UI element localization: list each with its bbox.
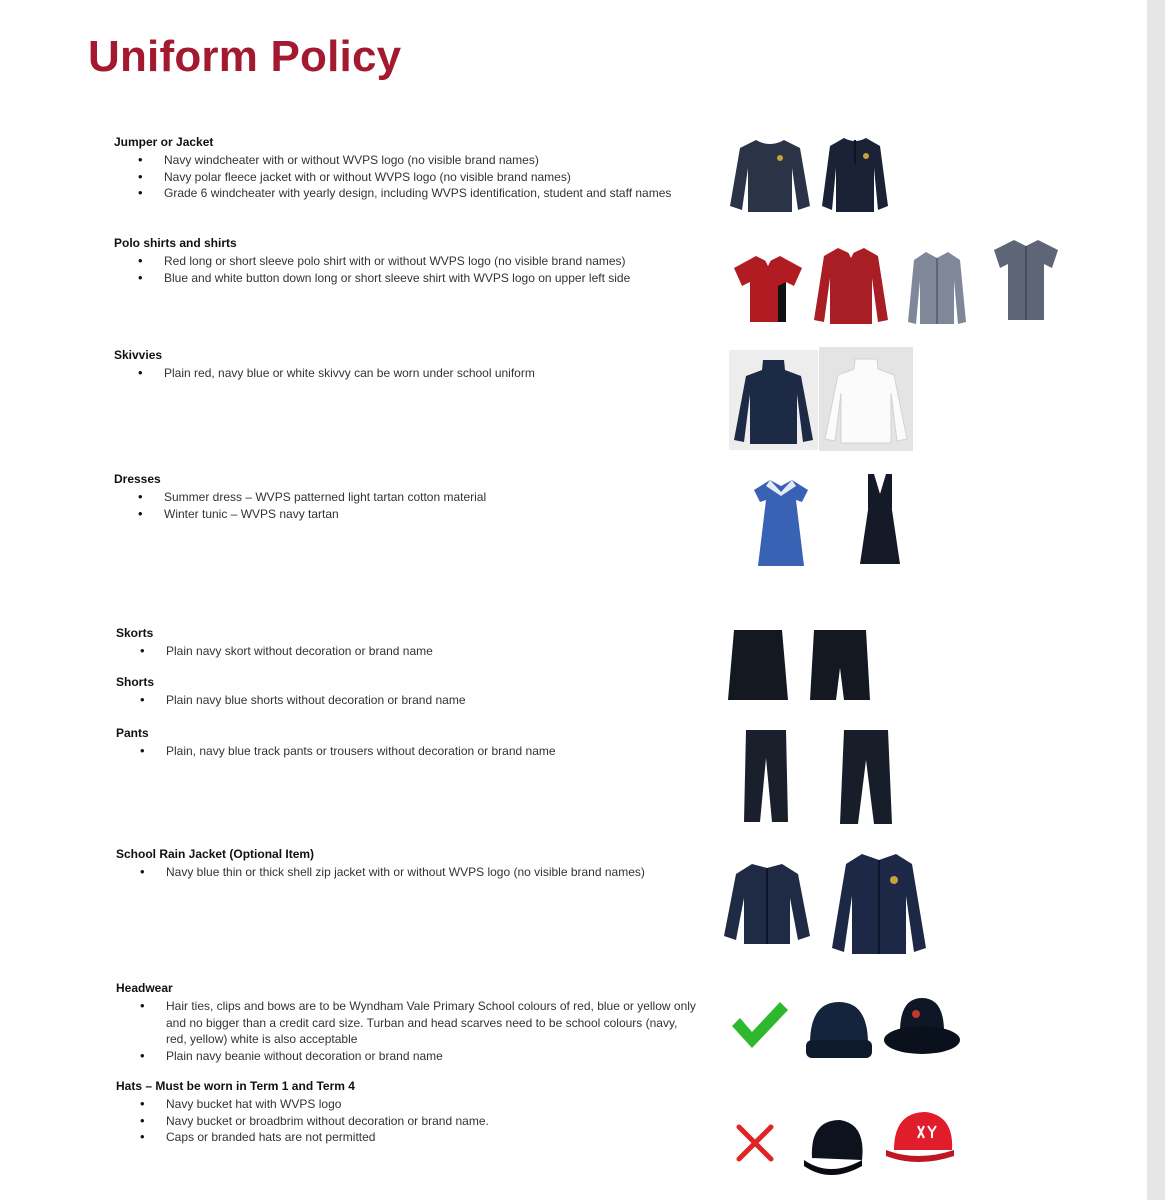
list-item: • Winter tunic – WVPS navy tartan bbox=[138, 506, 486, 523]
blue-white-long-sleeve-shirt-image bbox=[906, 248, 968, 326]
list-item: • Grade 6 windcheater with yearly design, including WVPS identification, student and staff names bbox=[138, 185, 671, 202]
white-skivvy-image bbox=[819, 347, 913, 451]
navy-rain-jacket-thick-image bbox=[830, 850, 928, 956]
list-item: • Plain red, navy blue or white skivvy can be worn under school uniform bbox=[138, 365, 535, 382]
blue-white-short-sleeve-shirt-image bbox=[992, 236, 1060, 322]
list-item: • Plain navy beanie without decoration or brand name bbox=[140, 1048, 696, 1065]
section-heading: Hats – Must be worn in Term 1 and Term 4 bbox=[116, 1079, 355, 1093]
scrollbar-track[interactable] bbox=[1147, 0, 1165, 1200]
red-long-sleeve-polo-image bbox=[812, 244, 890, 326]
navy-trousers-image bbox=[838, 728, 894, 828]
list-item: • Plain navy skort without decoration or brand name bbox=[140, 643, 433, 660]
section-rain-jacket bbox=[116, 846, 645, 881]
list-item: • Navy polar fleece jacket with or without WVPS logo (no visible brand names) bbox=[138, 169, 671, 186]
navy-cap-image bbox=[800, 1114, 868, 1180]
list-item: • Navy bucket or broadbrim without decoration or brand name. bbox=[140, 1113, 489, 1130]
list-item: • Caps or branded hats are not permitted bbox=[140, 1129, 489, 1146]
list-item: • Hair ties, clips and bows are to be Wyndham Vale Primary School colours of red, blue or yellow only and no bigger than a credit card size. Turban and head scarves need to be school colours (navy, red, yellow) white is also acceptable bbox=[140, 998, 696, 1048]
navy-shorts-image bbox=[808, 628, 872, 704]
section-skorts bbox=[116, 625, 433, 660]
navy-skivvy-image bbox=[729, 350, 818, 450]
section-shorts bbox=[116, 674, 466, 709]
navy-windcheater-image bbox=[728, 136, 812, 214]
red-branded-cap-image bbox=[884, 1108, 958, 1168]
section-heading: Pants bbox=[116, 726, 149, 740]
navy-beanie-image bbox=[802, 998, 876, 1062]
navy-rain-jacket-thin-image bbox=[722, 860, 812, 946]
section-heading: Shorts bbox=[116, 675, 155, 689]
cross-mark-icon bbox=[734, 1122, 776, 1164]
section-headwear bbox=[116, 980, 696, 1064]
list-item: • Plain, navy blue track pants or trousers without decoration or brand name bbox=[140, 743, 556, 760]
section-jumper bbox=[114, 134, 671, 202]
section-heading: Headwear bbox=[116, 981, 173, 995]
section-heading: Jumper or Jacket bbox=[114, 135, 214, 149]
list-item: • Blue and white button down long or short sleeve shirt with WVPS logo on upper left side bbox=[138, 270, 630, 287]
navy-bucket-hat-image bbox=[882, 992, 962, 1060]
list-item: • Summer dress – WVPS patterned light tartan cotton material bbox=[138, 489, 486, 506]
section-hats bbox=[116, 1078, 489, 1146]
section-polo bbox=[114, 235, 630, 286]
section-heading: Skivvies bbox=[114, 348, 163, 362]
check-mark-icon bbox=[728, 998, 790, 1052]
winter-tunic-image bbox=[858, 472, 902, 568]
section-heading: School Rain Jacket (Optional Item) bbox=[116, 847, 315, 861]
section-heading: Dresses bbox=[114, 472, 161, 486]
list-item: • Navy bucket hat with WVPS logo bbox=[140, 1096, 489, 1113]
navy-skort-image bbox=[726, 628, 790, 704]
navy-polar-fleece-image bbox=[820, 134, 890, 214]
section-dresses bbox=[114, 471, 486, 522]
list-item: • Red long or short sleeve polo shirt with or without WVPS logo (no visible brand names) bbox=[138, 253, 630, 270]
navy-track-pants-image bbox=[742, 728, 790, 826]
section-skivvies bbox=[114, 347, 535, 382]
list-item: • Plain navy blue shorts without decoration or brand name bbox=[140, 692, 466, 709]
red-short-sleeve-polo-image bbox=[732, 252, 804, 324]
summer-dress-image bbox=[750, 476, 812, 570]
section-heading: Polo shirts and shirts bbox=[114, 236, 237, 250]
list-item: • Navy windcheater with or without WVPS logo (no visible brand names) bbox=[138, 152, 671, 169]
list-item: • Navy blue thin or thick shell zip jacket with or without WVPS logo (no visible brand names) bbox=[140, 864, 645, 881]
section-pants bbox=[116, 725, 556, 760]
page-title: Uniform Policy bbox=[88, 32, 402, 81]
section-heading: Skorts bbox=[116, 626, 154, 640]
